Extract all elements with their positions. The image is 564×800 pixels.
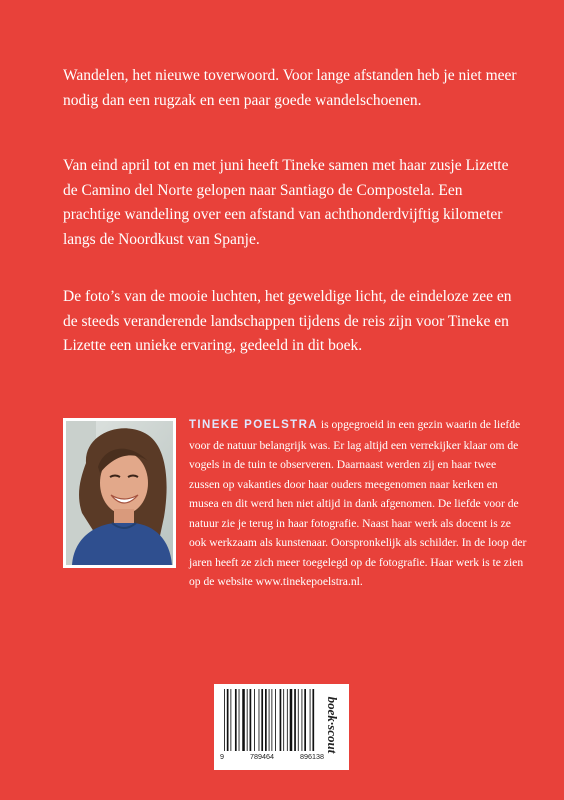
barcode-bar <box>310 689 311 751</box>
barcode-bar <box>275 689 276 751</box>
barcode-bar <box>280 689 282 751</box>
barcode-bar <box>304 689 306 751</box>
barcode-bar <box>250 689 252 751</box>
barcode-bar <box>269 689 270 751</box>
barcode-digit-group: 9 <box>220 752 224 761</box>
barcode-bar <box>283 689 284 751</box>
barcode-bar <box>287 689 288 751</box>
barcode-bar <box>261 689 263 751</box>
barcode-digit-group: 896138 <box>300 752 324 761</box>
barcode-digits <box>220 752 324 761</box>
intro-paragraph-1: Wandelen, het nieuwe toverwoord. Voor lange afstanden heb je niet meer nodig dan een rugzak en een paar goede wandelschoenen. <box>63 67 517 109</box>
barcode-bars <box>224 689 322 751</box>
barcode-bar <box>235 689 237 751</box>
publisher-logo: boek·scout <box>325 696 340 754</box>
barcode-bar <box>239 689 240 751</box>
barcode-bar <box>290 689 293 751</box>
barcode-digit-group: 789464 <box>250 752 274 761</box>
barcode-bar <box>271 689 272 751</box>
barcode-bar <box>254 689 255 751</box>
author-bio <box>189 415 529 592</box>
intro-paragraph-3: De foto’s van de mooie luchten, het geweldige licht, de eindeloze zee en de steeds veranderende landschappen tijdens de reis zijn voor Tineke en Lizette een unieke ervaring, gedeeld in dit boek. <box>63 288 512 354</box>
author-name: TINEKE POELSTRA <box>189 419 318 431</box>
barcode-bar <box>230 689 231 751</box>
barcode-bar <box>265 689 267 751</box>
author-photo <box>63 418 176 568</box>
barcode-bar <box>247 689 248 751</box>
barcode-bar <box>224 689 225 751</box>
barcode-bar <box>302 689 303 751</box>
barcode-bar <box>312 689 314 751</box>
barcode-bar <box>298 689 299 751</box>
author-portrait-image <box>66 421 173 565</box>
author-bio-text: is opgegroeid in een gezin waarin de liefde voor de natuur belangrijk was. Er lag altijd een verrekijker klaar om de vogels in de tuin te observeren. Daarnaast werden zij en haar twee zussen op vakanties door haar ouders meegenomen naar kerken en musea en dit werd hen niet altijd in dank afgenomen. De liefde voor de natuur zie je terug in haar fotografie. Naast haar werk als docent is ze ook werkzaam als kunstenaar. Oorspronkelijk als schilder. In de loop der jaren heeft ze zich meer toegelegd op de fotografie. Haar werk is te zien op de website www.tinekepoelstra.nl. <box>189 418 527 588</box>
barcode-bar <box>227 689 229 751</box>
barcode-bar <box>242 689 245 751</box>
intro-paragraph-2: Van eind april tot en met juni heeft Tineke samen met haar zusje Lizette de Camino del Norte gelopen naar Santiago de Compostela. Een prachtige wandeling over een afstand van achthonderdvijftig kilometer langs de Noordkust van Spanje. <box>63 157 509 248</box>
barcode-bar <box>259 689 260 751</box>
barcode-bar <box>294 689 296 751</box>
